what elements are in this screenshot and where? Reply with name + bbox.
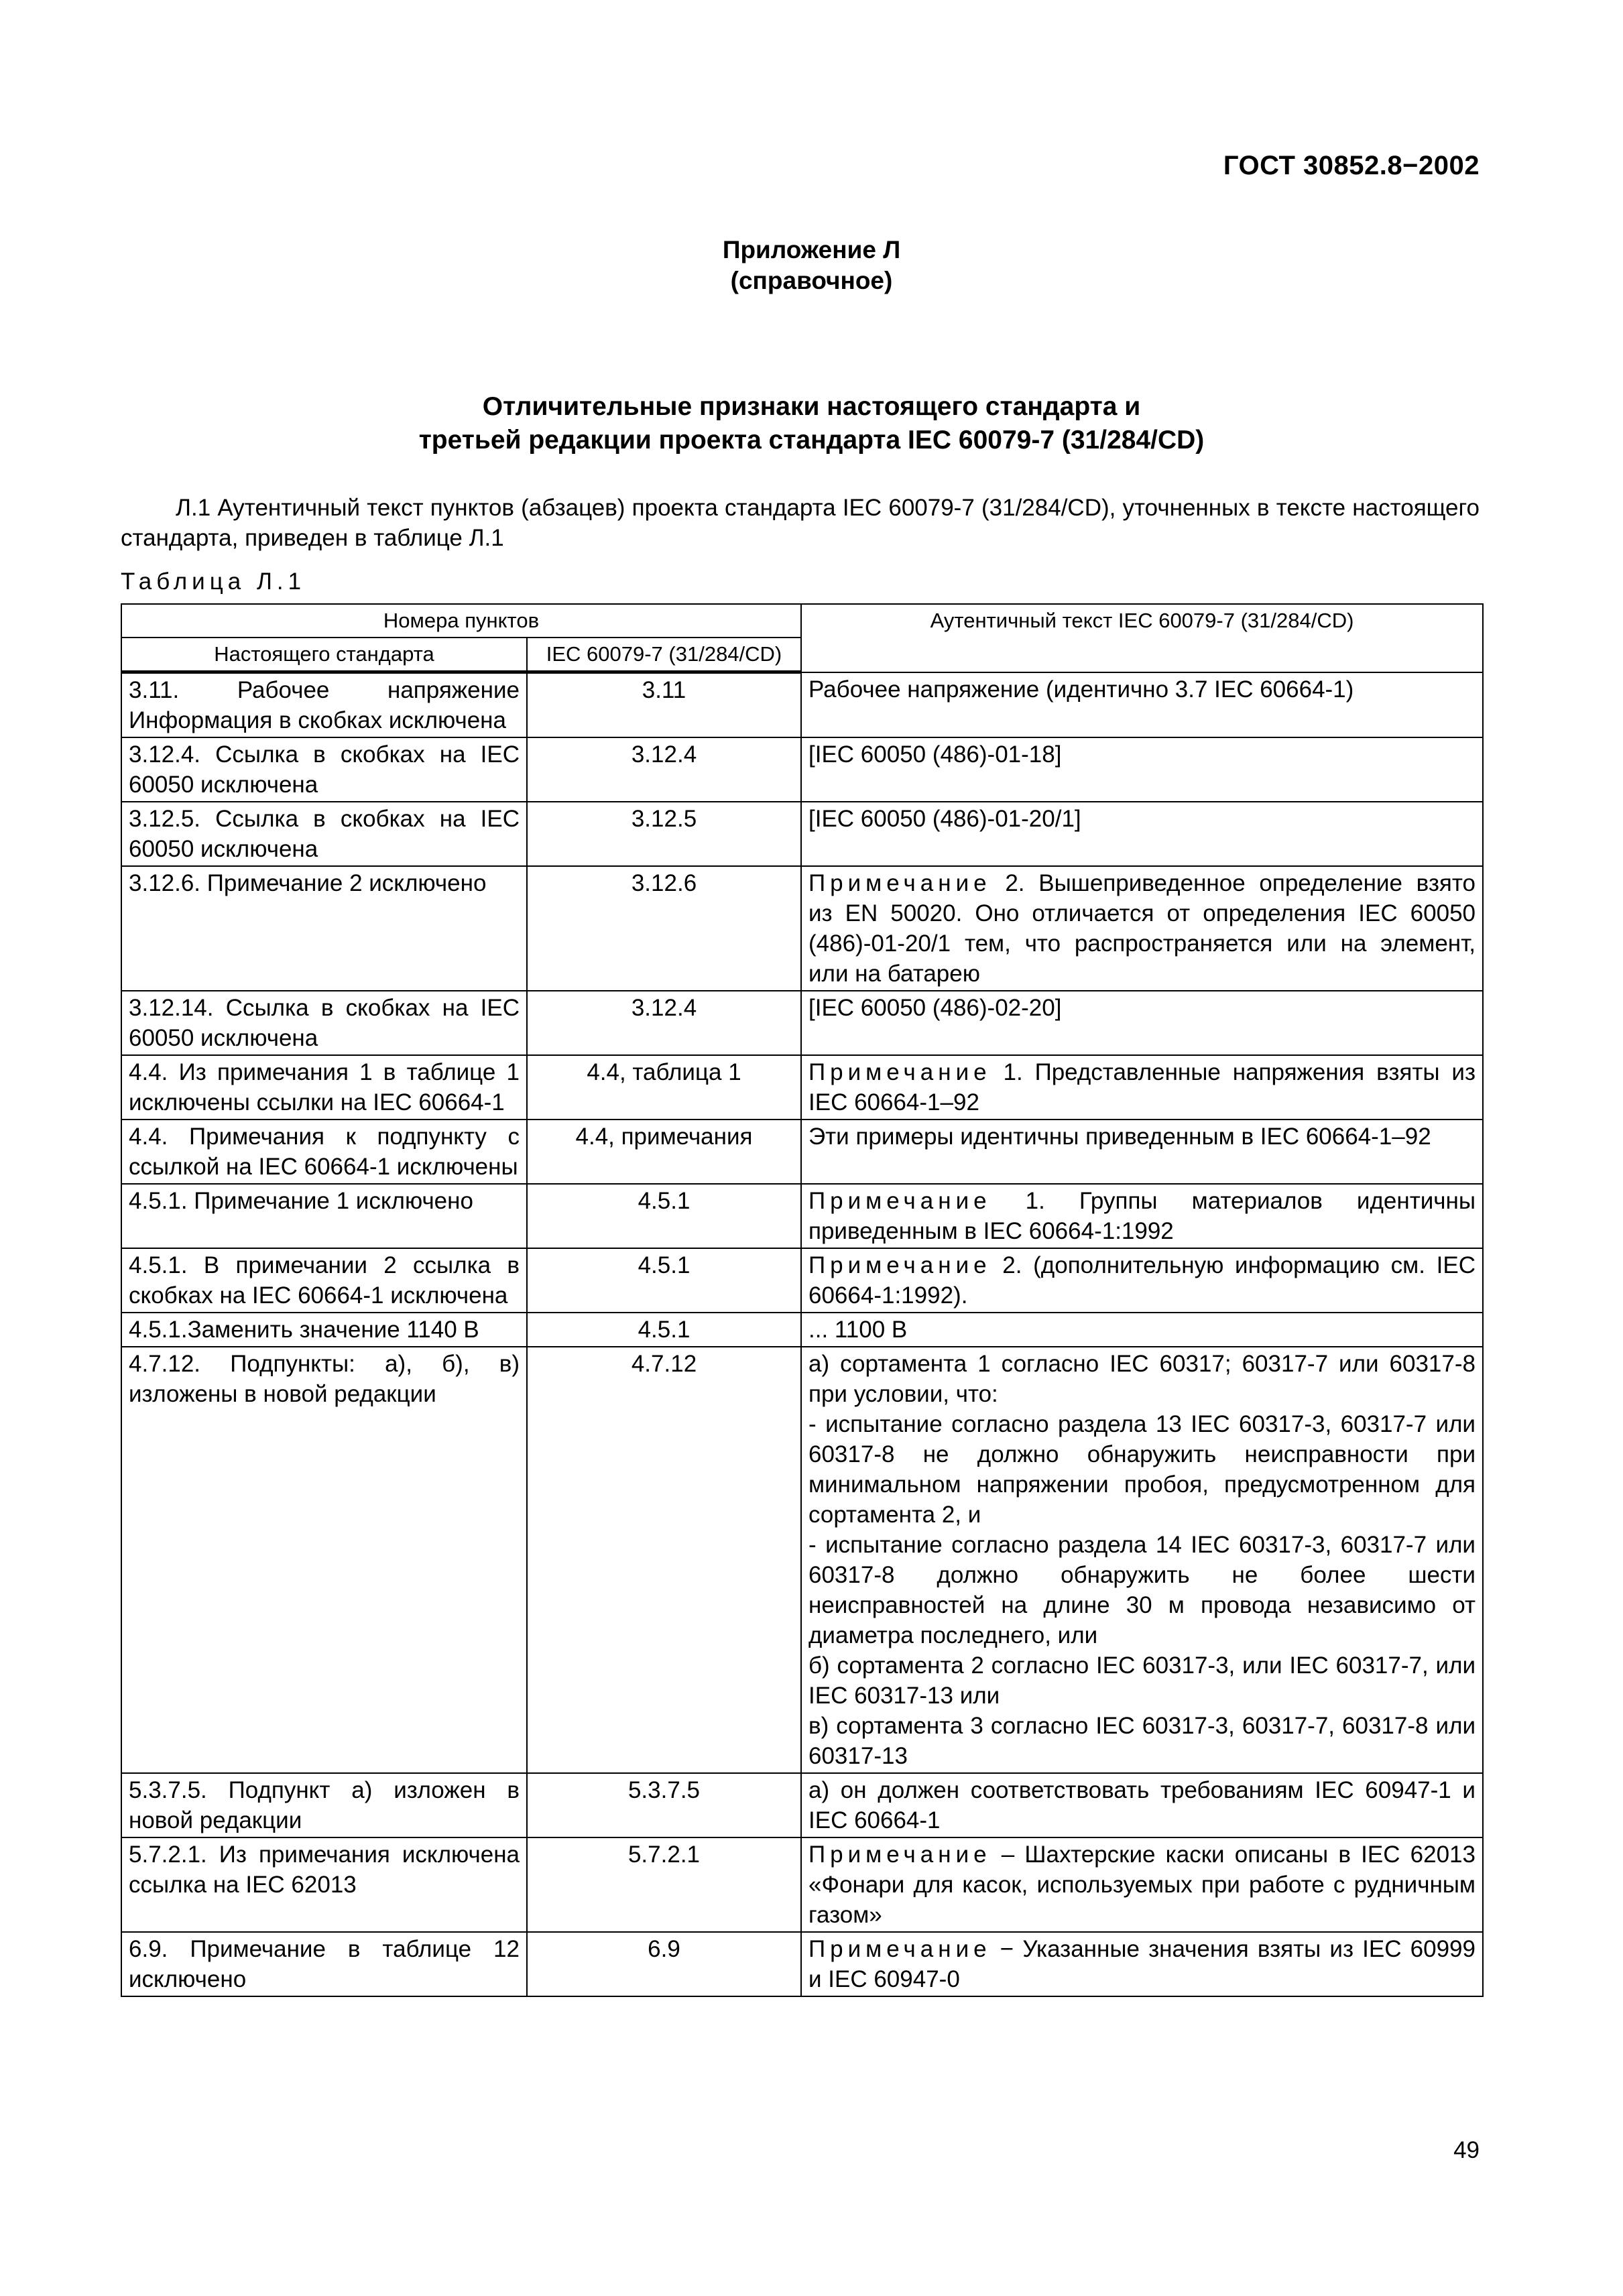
cell-iec-clause: 3.12.6 bbox=[527, 866, 801, 991]
cell-authentic-text bbox=[801, 802, 1483, 866]
cell-authentic-text bbox=[801, 1773, 1483, 1837]
table-row bbox=[121, 737, 1483, 802]
cell-iec-clause: 3.11 bbox=[527, 672, 801, 738]
table-header-row bbox=[121, 604, 1483, 638]
cell-iec-clause: 3.12.5 bbox=[527, 802, 801, 866]
page-number: 49 bbox=[1453, 2137, 1480, 2163]
title-line-1: Отличительные признаки настоящего стандарта и bbox=[482, 392, 1141, 421]
cell-authentic-text bbox=[801, 866, 1483, 991]
cell-this-standard: 5.7.2.1. Из примечания исключена ссылка на IEC 62013 bbox=[121, 1837, 527, 1932]
cell-this-standard: 4.5.1.Заменить значение 1140 В bbox=[121, 1313, 527, 1347]
cell-this-standard: 3.11. Рабочее напряжение Информация в скобках исключена bbox=[121, 672, 527, 738]
table-row bbox=[121, 1248, 1483, 1313]
table-row bbox=[121, 1055, 1483, 1120]
cell-text: 2. (дополнительную информацию см. IEC 60664-1:1992). bbox=[808, 1252, 1476, 1309]
table-row bbox=[121, 1773, 1483, 1837]
cell-this-standard: 5.3.7.5. Подпункт а) изложен в новой редакции bbox=[121, 1773, 527, 1837]
cell-authentic-text bbox=[801, 737, 1483, 802]
cell-authentic-text bbox=[801, 672, 1483, 738]
cell-authentic-text bbox=[801, 1347, 1483, 1773]
cell-authentic-text bbox=[801, 1184, 1483, 1248]
appendix-kind: (справочное) bbox=[730, 267, 893, 294]
cell-authentic-text bbox=[801, 1837, 1483, 1932]
cell-text: а) сортамента 1 согласно IEC 60317; 60317-7 или 60317-8 при условии, что: - испытание согласно раздела 13 IEC 60317-3, 60317-7 или 60317-8 не должно обнаружить неисправности при минимальном напряжении пробоя, предусмотренном для сортамента 2, и - испытание согласно раздела 14 IEC 60317-3, 60317-7 или 60317-8 должно обнаружить не более шести неисправностей на длине 30 м провода независимо от диаметра последнего, или б) сортамента 2 согласно IEC 60317-3, или IEC 60317-7, или IEC 60317-13 или в) сортамента 3 согласно IEC 60317-3, 60317-7, 60317-8 или 60317-13 bbox=[808, 1351, 1476, 1769]
document-id: ГОСТ 30852.8−2002 bbox=[1223, 151, 1480, 180]
intro-paragraph: Л.1 Аутентичный текст пунктов (абзацев) проекта стандарта IEC 60079-7 (31/284/CD), уточненных в тексте настоящего стандарта, приведен в таблице Л.1 bbox=[121, 495, 1480, 551]
cell-iec-clause: 4.7.12 bbox=[527, 1347, 801, 1773]
cell-authentic-text bbox=[801, 1932, 1483, 1996]
table-caption: Таблица Л.1 bbox=[121, 568, 306, 595]
cell-iec-clause: 4.5.1 bbox=[527, 1184, 801, 1248]
table-row bbox=[121, 1313, 1483, 1347]
cell-authentic-text bbox=[801, 1120, 1483, 1184]
cell-authentic-text bbox=[801, 1248, 1483, 1313]
cell-this-standard: 4.5.1. В примечании 2 ссылка в скобках на IEC 60664-1 исключена bbox=[121, 1248, 527, 1313]
note-label: Примечание bbox=[808, 870, 991, 896]
cell-iec-clause: 5.3.7.5 bbox=[527, 1773, 801, 1837]
cell-text: [IEC 60050 (486)-01-20/1] bbox=[808, 806, 1081, 832]
table-row bbox=[121, 672, 1483, 738]
cell-text: − Указанные значения взяты из IEC 60999 и IEC 60947-0 bbox=[808, 1936, 1476, 1992]
note-label: Примечание bbox=[808, 1936, 991, 1962]
appendix-heading bbox=[0, 235, 1623, 296]
cell-this-standard: 4.4. Из примечания 1 в таблице 1 исключены ссылки на IEC 60664-1 bbox=[121, 1055, 527, 1120]
table-row bbox=[121, 991, 1483, 1055]
cell-text: 1. Группы материалов идентичны приведенным в IEC 60664-1:1992 bbox=[808, 1188, 1476, 1244]
note-label: Примечание bbox=[808, 1059, 991, 1085]
cell-iec-clause: 4.5.1 bbox=[527, 1313, 801, 1347]
cell-this-standard: 6.9. Примечание в таблице 12 исключено bbox=[121, 1932, 527, 1996]
cell-iec-clause: 6.9 bbox=[527, 1932, 801, 1996]
note-label: Примечание bbox=[808, 1188, 991, 1214]
table-row bbox=[121, 1120, 1483, 1184]
cell-iec-clause: 4.4, таблица 1 bbox=[527, 1055, 801, 1120]
header-this-standard: Настоящего стандарта bbox=[121, 638, 527, 672]
cell-iec-clause: 3.12.4 bbox=[527, 991, 801, 1055]
cell-text: а) он должен соответствовать требованиям IEC 60947-1 и IEC 60664-1 bbox=[808, 1777, 1476, 1833]
header-clause-numbers: Номера пунктов bbox=[121, 604, 801, 638]
header-authentic-text: Аутентичный текст IEC 60079-7 (31/284/CD) bbox=[801, 604, 1483, 672]
cell-text: Эти примеры идентичны приведенным в IEC 60664-1–92 bbox=[808, 1124, 1431, 1150]
cell-text: 1. Представленные напряжения взяты из IEC 60664-1–92 bbox=[808, 1059, 1476, 1115]
cell-text: 2. Вышеприведенное определение взято из EN 50020. Оно отличается от определения IEC 60050 (486)-01-20/1 тем, что распространяется или на элемент, или на батарею bbox=[808, 870, 1476, 987]
table-row bbox=[121, 1932, 1483, 1996]
section-title bbox=[0, 390, 1623, 457]
cell-this-standard: 3.12.5. Ссылка в скобках на IEC 60050 исключена bbox=[121, 802, 527, 866]
appendix-label: Приложение Л bbox=[722, 236, 901, 263]
cell-text: ... 1100 В bbox=[808, 1317, 908, 1343]
cell-text: [IEC 60050 (486)-01-18] bbox=[808, 741, 1062, 768]
table-body bbox=[121, 672, 1483, 1997]
cell-this-standard: 3.12.4. Ссылка в скобках на IEC 60050 исключена bbox=[121, 737, 527, 802]
cell-iec-clause: 4.5.1 bbox=[527, 1248, 801, 1313]
table-row bbox=[121, 1184, 1483, 1248]
cell-iec-clause: 4.4, примечания bbox=[527, 1120, 801, 1184]
table-row bbox=[121, 866, 1483, 991]
table-row bbox=[121, 1347, 1483, 1773]
cell-iec-clause: 3.12.4 bbox=[527, 737, 801, 802]
cell-this-standard: 4.5.1. Примечание 1 исключено bbox=[121, 1184, 527, 1248]
note-label: Примечание bbox=[808, 1252, 991, 1278]
cell-this-standard: 4.4. Примечания к подпункту с ссылкой на IEC 60664-1 исключены bbox=[121, 1120, 527, 1184]
cell-text: Рабочее напряжение (идентично 3.7 IEC 60664-1) bbox=[808, 676, 1354, 703]
table-row bbox=[121, 802, 1483, 866]
cell-authentic-text bbox=[801, 1313, 1483, 1347]
cell-authentic-text bbox=[801, 991, 1483, 1055]
header-iec-clause: IEC 60079-7 (31/284/CD) bbox=[527, 638, 801, 672]
cell-text: [IEC 60050 (486)-02-20] bbox=[808, 995, 1062, 1021]
cell-this-standard: 3.12.14. Ссылка в скобках на IEC 60050 исключена bbox=[121, 991, 527, 1055]
table-row bbox=[121, 1837, 1483, 1932]
cell-authentic-text bbox=[801, 1055, 1483, 1120]
title-line-2: третьей редакции проекта стандарта IEC 60079-7 (31/284/CD) bbox=[418, 426, 1205, 455]
cell-this-standard: 4.7.12. Подпункты: а), б), в) изложены в новой редакции bbox=[121, 1347, 527, 1773]
cell-this-standard: 3.12.6. Примечание 2 исключено bbox=[121, 866, 527, 991]
comparison-table bbox=[121, 603, 1484, 1997]
cell-iec-clause: 5.7.2.1 bbox=[527, 1837, 801, 1932]
note-label: Примечание bbox=[808, 1841, 991, 1868]
cell-text: – Шахтерские каски описаны в IEC 62013 «Фонари для касок, используемых при работе с рудничным газом» bbox=[808, 1841, 1476, 1928]
